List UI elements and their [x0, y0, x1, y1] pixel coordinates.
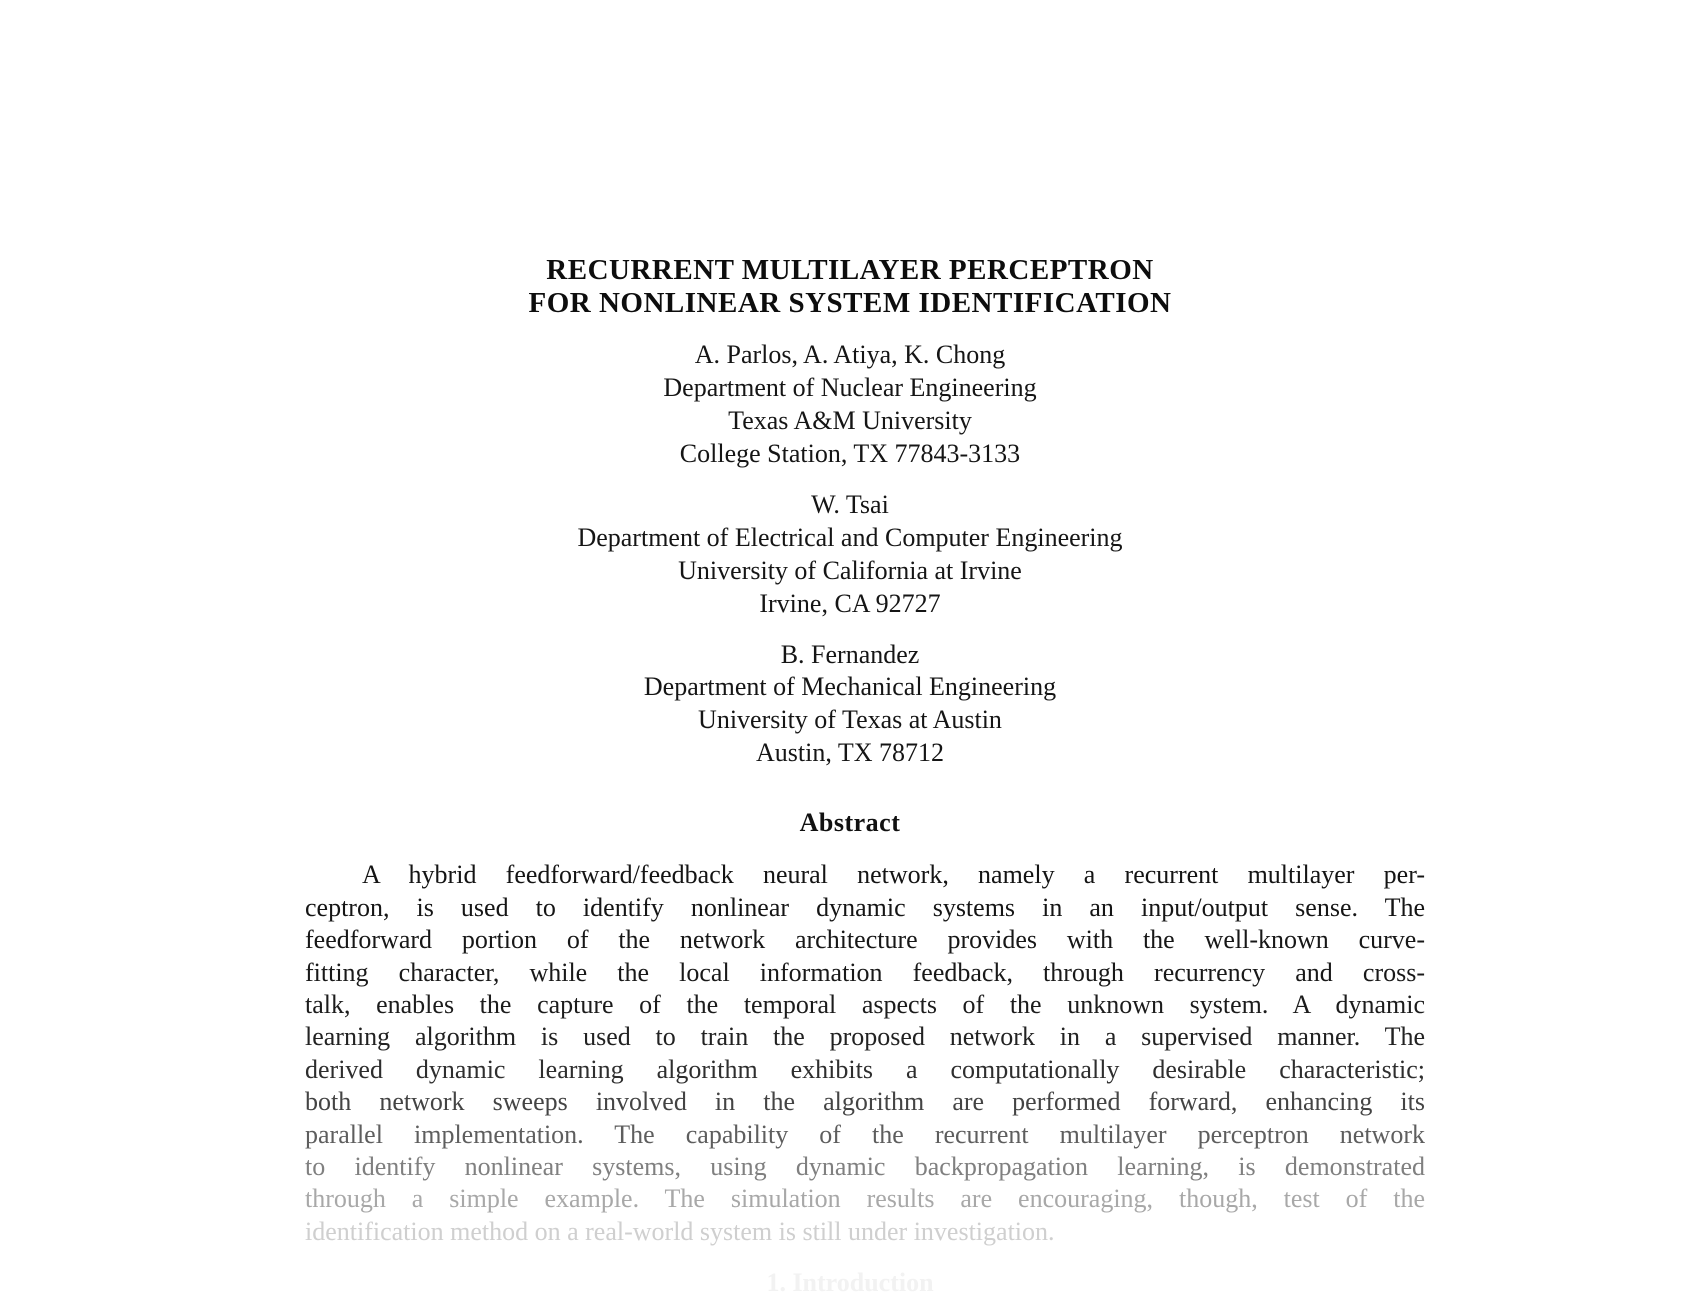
author-names: A. Parlos, A. Atiya, K. Chong [694, 340, 1006, 369]
abstract-line: talk, enables the capture of the temporal aspects of the unknown system. A dynamic [305, 990, 1425, 1019]
author-institution: University of California at Irvine [678, 556, 1022, 585]
section-heading-introduction: 1. Introduction [766, 1268, 934, 1297]
author-department: Department of Nuclear Engineering [663, 373, 1037, 402]
paper-title-line-2: FOR NONLINEAR SYSTEM IDENTIFICATION [528, 287, 1172, 319]
author-names: W. Tsai [811, 490, 889, 519]
abstract-line: learning algorithm is used to train the proposed network in a supervised manner. The [305, 1022, 1425, 1051]
abstract-line: derived dynamic learning algorithm exhibits a computationally desirable characteristic; [305, 1055, 1425, 1084]
author-address: Irvine, CA 92727 [759, 589, 941, 618]
abstract-line: to identify nonlinear systems, using dynamic backpropagation learning, is demonstrated [305, 1152, 1425, 1181]
author-address: College Station, TX 77843-3133 [679, 439, 1021, 468]
author-names: B. Fernandez [780, 640, 920, 669]
author-department: Department of Mechanical Engineering [643, 672, 1057, 701]
abstract-line: feedforward portion of the network architecture provides with the well-known curve- [305, 925, 1425, 954]
abstract-line: A hybrid feedforward/feedback neural network, namely a recurrent multilayer per- [362, 860, 1425, 889]
paper-title-line-1: RECURRENT MULTILAYER PERCEPTRON [546, 254, 1154, 286]
abstract-line: ceptron, is used to identify nonlinear dynamic systems in an input/output sense. The [305, 893, 1425, 922]
author-institution: University of Texas at Austin [698, 705, 1002, 734]
abstract-heading: Abstract [799, 808, 901, 837]
abstract-line: parallel implementation. The capability of the recurrent multilayer perceptron network [305, 1120, 1425, 1149]
abstract-line: fitting character, while the local information feedback, through recurrency and cross- [305, 958, 1425, 987]
abstract-line: both network sweeps involved in the algorithm are performed forward, enhancing its [305, 1087, 1425, 1116]
author-department: Department of Electrical and Computer Engineering [577, 523, 1123, 552]
abstract-line: through a simple example. The simulation results are encouraging, though, test of the [305, 1184, 1425, 1213]
author-address: Austin, TX 78712 [755, 738, 945, 767]
author-institution: Texas A&M University [728, 406, 972, 435]
abstract-line: identification method on a real-world system is still under investigation. [305, 1217, 1055, 1246]
